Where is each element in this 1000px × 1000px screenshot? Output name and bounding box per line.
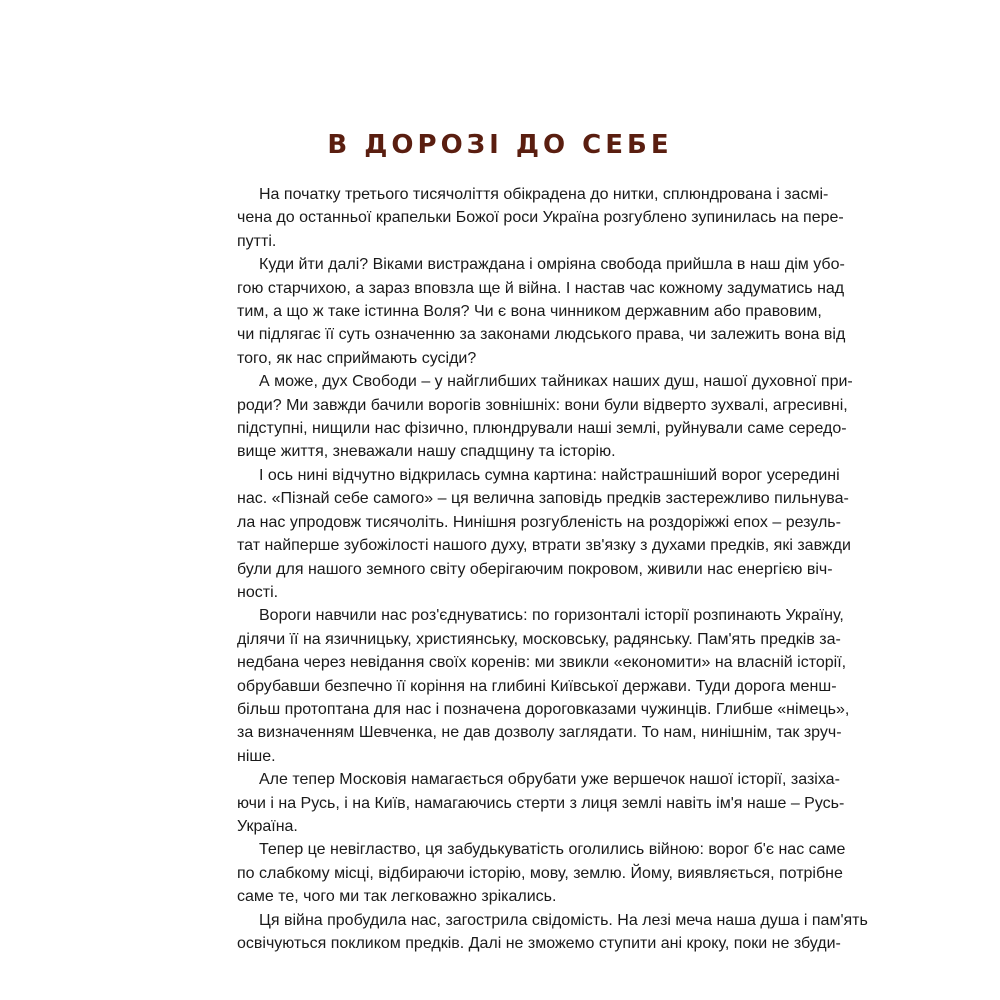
text-line: по слабкому місці, відбираючи історію, мову, землю. Йому, виявляється, потрібне bbox=[237, 864, 843, 882]
text-line: ючи і на Русь, і на Київ, намагаючись стерти з лиця землі навіть ім'я наше – Русь- bbox=[237, 794, 845, 812]
text-line: ності. bbox=[237, 583, 279, 601]
paragraph bbox=[237, 253, 846, 370]
text-line: Куди йти далі? Віками вистраждана і омріяна свобода прийшла в наш дім убо- bbox=[259, 256, 845, 274]
text-line: путті. bbox=[237, 232, 277, 250]
text-line: Україна. bbox=[237, 817, 298, 835]
paragraph bbox=[237, 838, 846, 908]
paragraph bbox=[237, 909, 868, 956]
text-line: чи підлягає її суть означенню за законами людського права, чи залежить вона від bbox=[237, 326, 846, 344]
text-line: ніше. bbox=[237, 747, 276, 765]
text-line: А може, дух Свободи – у найглибших тайниках наших душ, нашої духовної при- bbox=[259, 373, 853, 391]
text-line: ділячи її на язичницьку, християнську, московську, радянську. Пам'ять предків за- bbox=[237, 630, 841, 648]
paragraph bbox=[237, 183, 844, 253]
chapter-title: В ДОРОЗІ ДО СЕБЕ bbox=[327, 130, 673, 160]
text-line: вище життя, зневажали нашу спадщину та історію. bbox=[237, 443, 616, 461]
text-line: недбана через невідання своїх коренів: ми звикли «економити» на власній історії, bbox=[237, 654, 847, 672]
text-line: роди? Ми завжди бачили ворогів зовнішніх: вони були відверто зухвалі, агресивні, bbox=[237, 396, 848, 414]
chapter-body bbox=[237, 183, 868, 955]
text-line: На початку третього тисячоліття обікрадена до нитки, сплюндрована і засмі- bbox=[259, 186, 829, 203]
text-line: за визначенням Шевченка, не дав дозволу заглядати. То нам, нинішнім, так зруч- bbox=[237, 724, 842, 742]
text-line: Вороги навчили нас роз'єднуватись: по горизонталі історії розпинають Україну, bbox=[259, 607, 844, 625]
text-line: обрубавши безпечно її коріння на глибині Київської держави. Туди дорога менш- bbox=[237, 677, 837, 695]
text-line: ла нас упродовж тисячоліть. Нинішня розгубленість на роздоріжжі епох – резуль- bbox=[237, 513, 841, 531]
paragraph bbox=[237, 464, 851, 604]
text-line: освічуються покликом предків. Далі не зможемо ступити ані кроку, поки не збуди- bbox=[237, 935, 841, 952]
text-line: більш протоптана для нас і позначена дороговказами чужинців. Глибше «німець», bbox=[237, 700, 850, 718]
paragraph bbox=[237, 768, 845, 838]
text-line: Але тепер Московія намагається обрубати уже вершечок нашої історії, зазіха- bbox=[259, 771, 840, 789]
text-line: того, як нас сприймають сусіди? bbox=[237, 349, 477, 367]
text-line: тат найперше зубожілості нашого духу, втрати зв'язку з духами предків, які завжди bbox=[237, 537, 851, 555]
text-line: тим, а що ж таке істинна Воля? Чи є вона чинником державним або правовим, bbox=[237, 303, 822, 321]
text-line: чена до останньої крапельки Божої роси Україна розгублено зупинилась на пере- bbox=[237, 209, 844, 227]
text-line: були для нашого земного світу оберігаючим покровом, живили нас енергією віч- bbox=[237, 560, 833, 578]
text-line: саме те, чого ми так легковажно зрікались. bbox=[237, 888, 557, 906]
text-line: нас. «Пізнай себе самого» – ця велична заповідь предків застережливо пильнува- bbox=[237, 490, 849, 508]
text-line: І ось нині відчутно відкрилась сумна картина: найстрашніший ворог усередині bbox=[259, 466, 840, 484]
text-line: гою старчихою, а зараз вповзла ще й війна. І настав час кожному задуматись над bbox=[237, 279, 845, 297]
text-line: підступні, нищили нас фізично, плюндрували наші землі, руйнували саме середо- bbox=[237, 420, 847, 438]
paragraph bbox=[237, 604, 850, 768]
text-line: Тепер це невігластво, ця забудькуватість оголились війною: ворог б'є нас саме bbox=[259, 841, 846, 859]
paragraph bbox=[237, 370, 853, 464]
text-line: Ця війна пробудила нас, загострила свідомість. На лезі меча наша душа і пам'ять bbox=[259, 911, 868, 929]
